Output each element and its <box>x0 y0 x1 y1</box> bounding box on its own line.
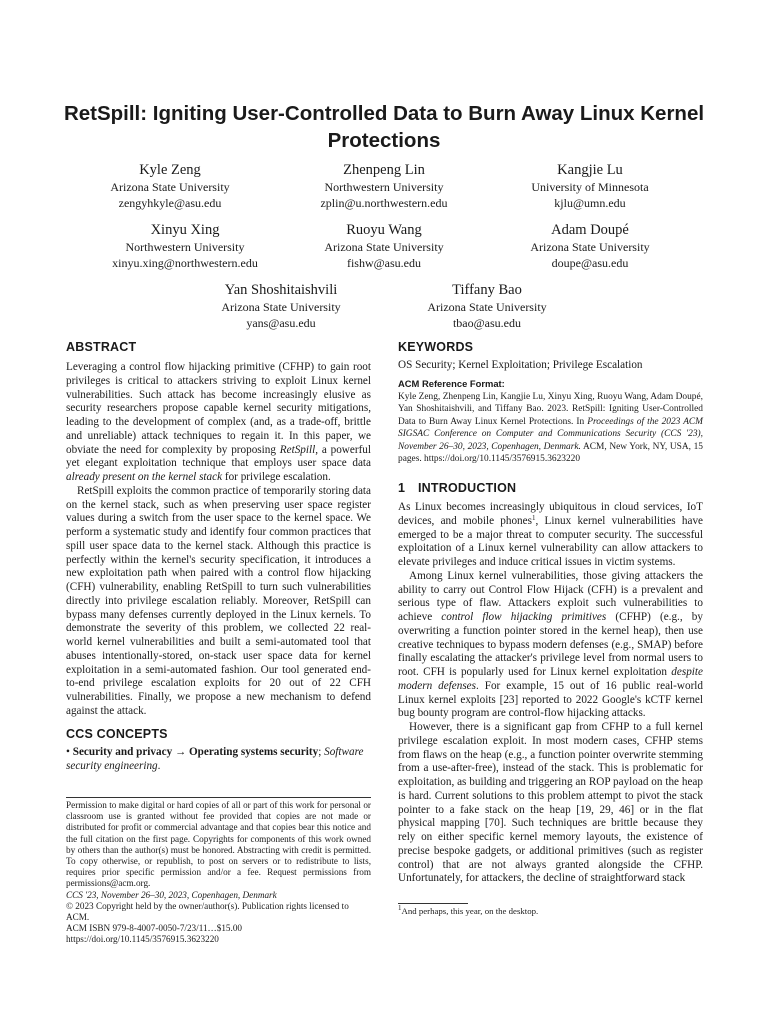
author-email: yans@asu.edu <box>246 315 316 330</box>
author-affiliation: Arizona State University <box>530 240 650 254</box>
permission-text: Permission to make digital or hard copies of all or part of this work for personal or classroom use is granted without fee provided that copies are not made or distributed for profit or commercial advantage and that copies bear this notice and the full citation on the first page. Copyrights for components of this work owned by others than the author(s) must be honored. Abstracting with credit is permitted. To copy otherwise, or republish, to post on servers or to redistribute to lists, requires prior specific permission and/or a fee. Request permissions from permissions@acm.org. <box>66 800 371 889</box>
author-affiliation: Northwestern University <box>125 240 245 254</box>
author-name: Kangjie Lu <box>557 162 623 178</box>
author-name: Yan Shoshitaishvili <box>224 282 338 298</box>
author-email: zengyhkyle@asu.edu <box>118 195 222 210</box>
doi-link[interactable]: https://doi.org/10.1145/3576915.3623220 <box>66 934 219 945</box>
abstract-paragraph: Leveraging a control flow hijacking primitive (CFHP) to gain root privileges is critical to attackers striving to exploit Linux kernel vulnerabilities. Such attack has become increasingly elusive as security researchers propose capable kernel security mitigations, leading to the development of complex (and, as a trade-off, brittle and unreliable) attack techniques to regain it. In this paper, we obviate the need for complexity by proposing RetSpill, a powerful yet elegant exploitation technique that employs user space data already present on the kernel stack for privilege escalation. <box>66 361 371 483</box>
author-name: Xinyu Xing <box>150 222 220 238</box>
author-block <box>480 221 700 271</box>
author-block <box>274 221 494 271</box>
paper-title: RetSpill: Igniting User-Controlled Data to Burn Away Linux Kernel Protections <box>63 102 705 152</box>
ccs-heading: CCS CONCEPTS <box>66 727 168 741</box>
footnote-ref[interactable]: 1 <box>531 513 536 522</box>
author-affiliation: Arizona State University <box>324 240 444 254</box>
intro-paragraph: As Linux becomes increasingly ubiquitous in cloud services, IoT devices, and mobile phones$^1$, Linux kernel vulnerabilities have emerged to be a major threat to computer security. The successful exploitation of a Linux kernel vulnerability can allow attackers to elevate privileges and induce critical issues in victim systems. <box>398 501 703 568</box>
author-affiliation: Northwestern University <box>324 180 444 194</box>
author-email: doupe@asu.edu <box>551 255 629 270</box>
ccs-concepts: • Security and privacy → Operating systems security; Software security engineering. <box>66 746 364 772</box>
introduction-body <box>398 501 703 886</box>
abstract-heading: ABSTRACT <box>66 340 137 354</box>
author-name: Zhenpeng Lin <box>343 162 425 178</box>
permission-block <box>66 800 371 946</box>
abstract-paragraph: RetSpill exploits the common practice of temporarily storing data on the kernel stack, such as when preserving user space register values during a switch from the user space to the kernel space. We perform a systematic study and identify four common practices that spill user space data to the kernel stack. Although this practice is perfectly within the kernel's security specification, it introduces a new exploitation path when paired with a control flow hijacking (CFH) vulnerability, enabling RetSpill to turn such vulnerabilities directly into privilege escalation reliably. Moreover, RetSpill can bypass many defenses currently deployed in the Linux kernels. To demonstrate the severity of this problem, we collected 22 real-world kernel vulnerabilities and built a semi-automated tool that abuses intentionally-stored, on-stack user space data for kernel exploitation in a semi-automated fashion. Our tool generated end-to-end privilege escalation exploits for 20 out of 22 CFH vulnerabilities. Finally, we propose a new mechanism to defend against the attack. <box>66 484 371 717</box>
author-email: zplin@u.northwestern.edu <box>320 195 448 210</box>
author-block <box>274 161 494 211</box>
author-affiliation: Arizona State University <box>221 300 341 314</box>
isbn-line: ACM ISBN 979-8-4007-0050-7/23/11…$15.00 <box>66 923 243 934</box>
footnote: $^1$And perhaps, this year, on the desktop. <box>398 904 539 916</box>
introduction-heading: 1 INTRODUCTION <box>398 481 517 495</box>
author-block <box>377 281 597 331</box>
author-affiliation: Arizona State University <box>110 180 230 194</box>
permission-divider <box>66 797 371 798</box>
author-affiliation: University of Minnesota <box>531 180 649 194</box>
author-email: xinyu.xing@northwestern.edu <box>112 255 258 270</box>
intro-paragraph: However, there is a significant gap from CFHP to a full kernel privilege escalation exploit. In most modern cases, CFHP stems from flaws on the heap (e.g., a function pointer overwrite stemming from a use-after-free), instead of the stack. This is problematic for exploitation, as building and triggering an ROP payload on the heap is hard. Current solutions to this problem attempt to pivot the stack pointer to a fake stack on the heap [19, 29, 46] or in the flat physical mapping [70]. Such techniques are brittle because they rely on either specific kernel memory layouts, the existence of precise bespoke gadgets, or additional primitives (such as register control) that are not always granted alongside the CFHP. Unfortunately, for attackers, the decline of straightforward stack <box>398 721 703 885</box>
author-block <box>171 281 391 331</box>
author-block <box>75 221 295 271</box>
author-email: fishw@asu.edu <box>346 255 422 270</box>
author-name: Adam Doupé <box>551 222 629 238</box>
conference-venue: CCS '23, November 26–30, 2023, Copenhagen, Denmark <box>66 889 277 900</box>
acm-reference-block <box>398 378 703 466</box>
copyright-line: © 2023 Copyright held by the owner/author(s). Publication rights licensed to ACM. <box>66 900 349 923</box>
intro-paragraph: Among Linux kernel vulnerabilities, those giving attackers the ability to carry out Control Flow Hijack (CFH) is a prevalent and serious type of flaw. Attackers exploit such vulnerabilities to achieve control flow hijacking primitives (CFHP) (e.g., by overwriting a function pointer stored in the kernel heap), then use creative techniques to bypass modern defenses (e.g., SMAP) before finally escalating the attacker's privilege level from normal users to root. CFH is popularly used for Linux kernel exploitation despite modern defenses. For example, 15 out of 16 public real-world Linux kernel exploits [23] reported to 2022 Google's kCTF kernel bug bounty program are control-flow hijacking attacks. <box>398 569 703 720</box>
author-name: Kyle Zeng <box>139 162 201 178</box>
author-name: Tiffany Bao <box>452 282 522 298</box>
author-block <box>480 161 700 211</box>
author-email: kjlu@umn.edu <box>554 195 626 210</box>
acm-reference-heading: ACM Reference Format: <box>398 378 505 389</box>
footnote-divider <box>398 903 468 904</box>
keywords-heading: KEYWORDS <box>398 340 474 354</box>
author-affiliation: Arizona State University <box>427 300 547 314</box>
author-block <box>60 161 280 211</box>
acm-reference-text: Kyle Zeng, Zhenpeng Lin, Kangjie Lu, Xinyu Xing, Ruoyu Wang, Adam Doupé, Yan Shoshitaishvili, and Tiffany Bao. 2023. RetSpill: Igniting User-Controlled Data to Burn Away Linux Kernel Protections. In Proceedings of the 2023 ACM SIGSAC Conference on Computer and Communications Security (CCS '23), November 26–30, 2023, Copenhagen, Denmark. ACM, New York, NY, USA, 15 pages. https://doi.org/10.1145/3576915.3623220 <box>398 391 703 464</box>
author-name: Ruoyu Wang <box>346 222 422 238</box>
keywords-text: OS Security; Kernel Exploitation; Privilege Escalation <box>398 359 643 371</box>
author-email: tbao@asu.edu <box>452 315 522 330</box>
abstract-body <box>66 361 371 719</box>
